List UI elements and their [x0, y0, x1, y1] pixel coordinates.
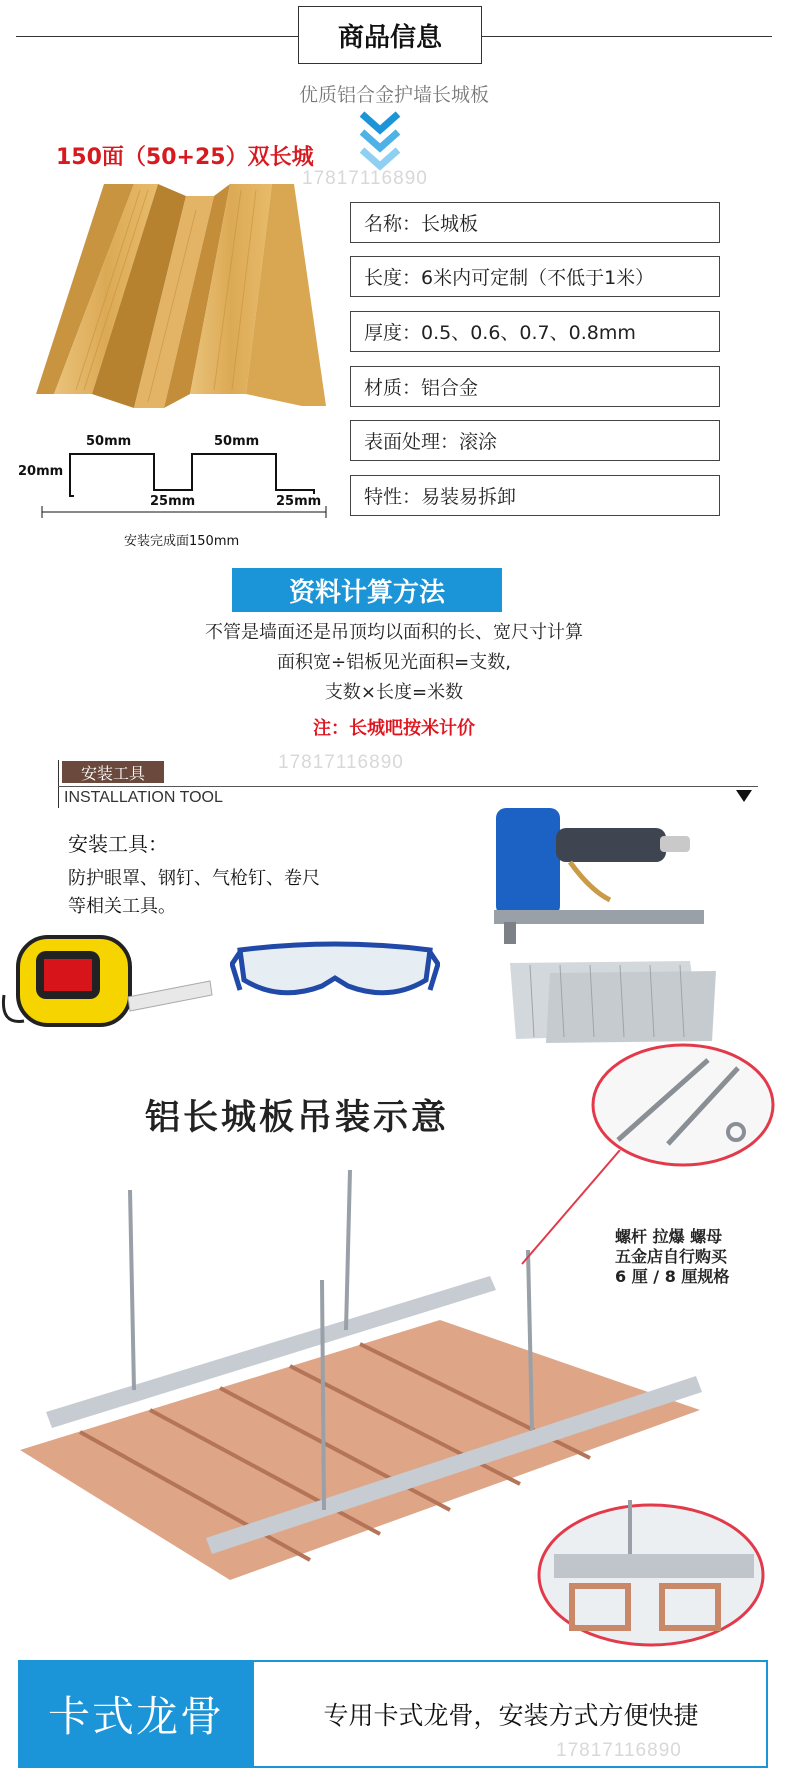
- dim-label-width-2: 50mm: [214, 434, 260, 449]
- hanging-note-1: 螺杆 拉爆 螺母: [615, 1227, 723, 1246]
- watermark: 17817116890: [302, 168, 428, 189]
- hanging-note-3: 6 厘 / 8 厘规格: [615, 1267, 730, 1286]
- calc-note: 注：长城吧按米计价: [313, 718, 475, 739]
- nail-gun-image: [490, 800, 720, 950]
- spec-thickness: 厚度：0.5、0.6、0.7、0.8mm: [350, 311, 720, 352]
- hanging-title: 铝长城板吊装示意: [145, 1098, 450, 1138]
- spec-feature: 特性：易装易拆卸: [350, 475, 720, 516]
- spec-surface: 表面处理：滚涂: [350, 420, 720, 461]
- dim-label-total: 安装完成面150mm: [124, 534, 240, 549]
- calc-title: 资料计算方法: [232, 568, 502, 612]
- banner-text: 专用卡式龙骨，安装方式方便快捷: [323, 1701, 699, 1730]
- section-title: 商品信息: [298, 6, 482, 64]
- tool-divider-vertical: [58, 760, 59, 808]
- goggles-image: [230, 940, 440, 1020]
- chevron-down-icon: [358, 110, 402, 174]
- triangle-down-icon: [736, 790, 752, 802]
- product-title: 150面（50+25）双长城: [56, 145, 314, 170]
- dim-label-height: 20mm: [18, 464, 64, 479]
- calc-line-1: 不管是墙面还是吊顶均以面积的长、宽尺寸计算: [205, 622, 583, 643]
- section-subtitle: 优质铝合金护墙长城板: [298, 84, 489, 106]
- tools-tag: 安装工具: [62, 761, 164, 783]
- spec-name: 名称：长城板: [350, 202, 720, 243]
- tools-heading: 安装工具：: [68, 832, 168, 856]
- watermark: 17817116890: [556, 1740, 682, 1761]
- dim-label-gap-2: 25mm: [276, 494, 322, 509]
- watermark: 17817116890: [278, 752, 404, 773]
- spec-material: 材质：铝合金: [350, 366, 720, 407]
- calc-line-2: 面积宽÷铝板见光面积=支数,: [277, 652, 511, 673]
- tool-divider: [58, 786, 758, 787]
- nails-image: [500, 955, 720, 1045]
- header-line-left: [16, 36, 298, 37]
- dim-label-width-1: 50mm: [86, 434, 132, 449]
- tools-line-1: 防护眼罩、钢钉、气枪钉、卷尺: [68, 868, 320, 889]
- tools-line-2: 等相关工具。: [68, 896, 176, 917]
- tools-en-title: INSTALLATION TOOL: [64, 789, 223, 806]
- tape-measure-image: [0, 925, 220, 1035]
- calc-line-3: 支数×长度=米数: [324, 682, 464, 703]
- header-line-right: [482, 36, 772, 37]
- wood-panel-image: [36, 180, 336, 420]
- spec-length: 长度：6米内可定制（不低于1米）: [350, 256, 720, 297]
- dim-label-gap-1: 25mm: [150, 494, 196, 509]
- banner-title: 卡式龙骨: [18, 1660, 254, 1768]
- hanging-note-2: 五金店自行购买: [615, 1247, 728, 1266]
- callout-line: [520, 1150, 630, 1270]
- keel-zoom-image: [534, 1500, 768, 1650]
